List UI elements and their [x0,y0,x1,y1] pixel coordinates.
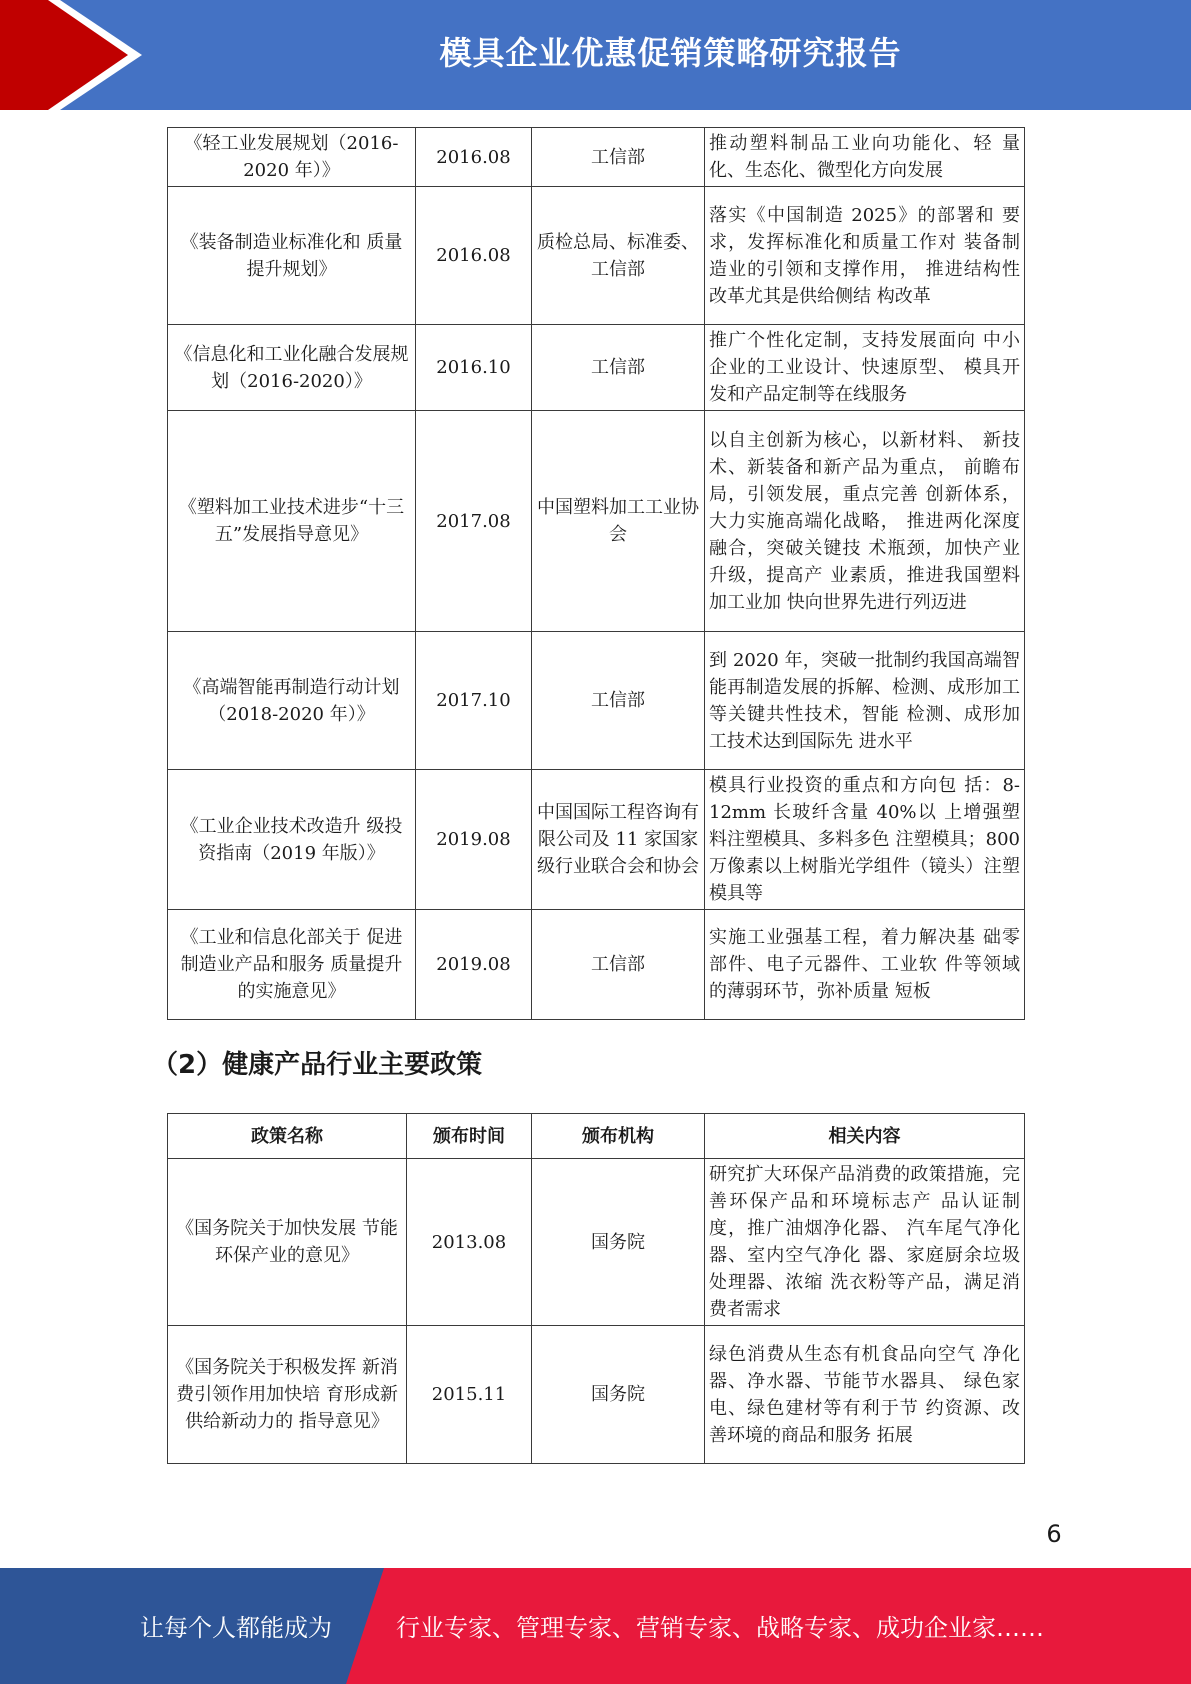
policy-date: 2016.08 [416,187,532,325]
policy-org: 质检总局、标准委、工信部 [532,187,705,325]
header-policy-content: 相关内容 [705,1114,1025,1159]
policy-org: 工信部 [532,325,705,411]
policy-content: 以自主创新为核心，以新材料、 新技术、新装备和新产品为重点， 前瞻布局，引领发展，重点完善 创新体系，大力实施高端化战略， 推进两化深度融合，突破关键技 术瓶颈，加快产业升级，提高产 业素质，推进我国塑料加工业加 快向世界先进行列迈进 [705,411,1025,632]
policy-org: 中国塑料加工工业协会 [532,411,705,632]
header-policy-org: 颁布机构 [532,1114,705,1159]
policy-date: 2017.10 [416,632,532,770]
policy-name: 《工业企业技术改造升 级投资指南（2019 年版）》 [168,770,416,910]
policy-content: 到 2020 年，突破一批制约我国高端智能再制造发展的拆解、检测、成形加工等关键共性技术，智能 检测、成形加工技术达到国际先 进水平 [705,632,1025,770]
table-row [168,128,1025,187]
policy-content: 实施工业强基工程，着力解决基 础零部件、电子元器件、工业软 件等领域的薄弱环节，弥补质量 短板 [705,910,1025,1020]
mold-policy-table [167,127,1025,1020]
policy-name: 《装备制造业标准化和 质量提升规划》 [168,187,416,325]
section-heading: （2）健康产品行业主要政策 [152,1050,483,1080]
policy-name: 《国务院关于加快发展 节能环保产业的意见》 [168,1159,407,1326]
health-policy-table [167,1113,1025,1464]
table-row [168,411,1025,632]
header-policy-date: 颁布时间 [407,1114,532,1159]
table-row [168,910,1025,1020]
policy-name: 《信息化和工业化融合发展规划（2016-2020）》 [168,325,416,411]
report-title: 模具企业优惠促销策略研究报告 [439,34,902,72]
policy-date: 2019.08 [416,910,532,1020]
table-row [168,1159,1025,1326]
policy-org: 工信部 [532,632,705,770]
policy-date: 2017.08 [416,411,532,632]
policy-name: 《工业和信息化部关于 促进制造业产品和服务 质量提升的实施意见》 [168,910,416,1020]
policy-name: 《高端智能再制造行动计划（2018-2020 年）》 [168,632,416,770]
page-footer [0,1568,1191,1684]
policy-content: 落实《中国制造 2025》的部署和 要求，发挥标准化和质量工作对 装备制造业的引领和支撑作用， 推进结构性改革尤其是供给侧结 构改革 [705,187,1025,325]
table-header-row [168,1114,1025,1159]
policy-content: 研究扩大环保产品消费的政策措施，完善环保产品和环境标志产 品认证制度，推广油烟净化器、 汽车尾气净化器、室内空气净化 器、家庭厨余垃圾处理器、浓缩 洗衣粉等产品，满足消费者需求 [705,1159,1025,1326]
table-row [168,187,1025,325]
policy-date: 2015.11 [407,1326,532,1464]
table-row [168,632,1025,770]
policy-date: 2019.08 [416,770,532,910]
page-header [0,0,1191,110]
policy-org: 国务院 [532,1159,705,1326]
policy-org: 中国国际工程咨询有限公司及 11 家国家级行业联合会和协会 [532,770,705,910]
policy-org: 工信部 [532,910,705,1020]
policy-name: 《轻工业发展规划（2016-2020 年）》 [168,128,416,187]
policy-date: 2013.08 [407,1159,532,1326]
footer-slogan-left: 让每个人都能成为 [140,1614,332,1642]
policy-name: 《塑料加工业技术进步“十三五”发展指导意见》 [168,411,416,632]
policy-content: 绿色消费从生态有机食品向空气 净化器、净水器、节能节水器具、 绿色家电、绿色建材等有利于节 约资源、改善环境的商品和服务 拓展 [705,1326,1025,1464]
header-policy-name: 政策名称 [168,1114,407,1159]
table-row [168,1326,1025,1464]
policy-org: 国务院 [532,1326,705,1464]
page-number: 6 [1046,1520,1062,1548]
table-row [168,770,1025,910]
policy-name: 《国务院关于积极发挥 新消费引领作用加快培 育形成新供给新动力的 指导意见》 [168,1326,407,1464]
policy-date: 2016.10 [416,325,532,411]
policy-content: 推动塑料制品工业向功能化、轻 量化、生态化、微型化方向发展 [705,128,1025,187]
footer-slogan-right: 行业专家、管理专家、营销专家、战略专家、成功企业家…… [396,1614,1044,1642]
policy-date: 2016.08 [416,128,532,187]
policy-org: 工信部 [532,128,705,187]
policy-content: 模具行业投资的重点和方向包 括：8-12mm 长玻纤含量 40%以 上增强塑料注塑模具、多料多色 注塑模具；800 万像素以上树脂光学组件（镜头）注塑模具等 [705,770,1025,910]
table-row [168,325,1025,411]
policy-content: 推广个性化定制，支持发展面向 中小企业的工业设计、快速原型、 模具开发和产品定制等在线服务 [705,325,1025,411]
